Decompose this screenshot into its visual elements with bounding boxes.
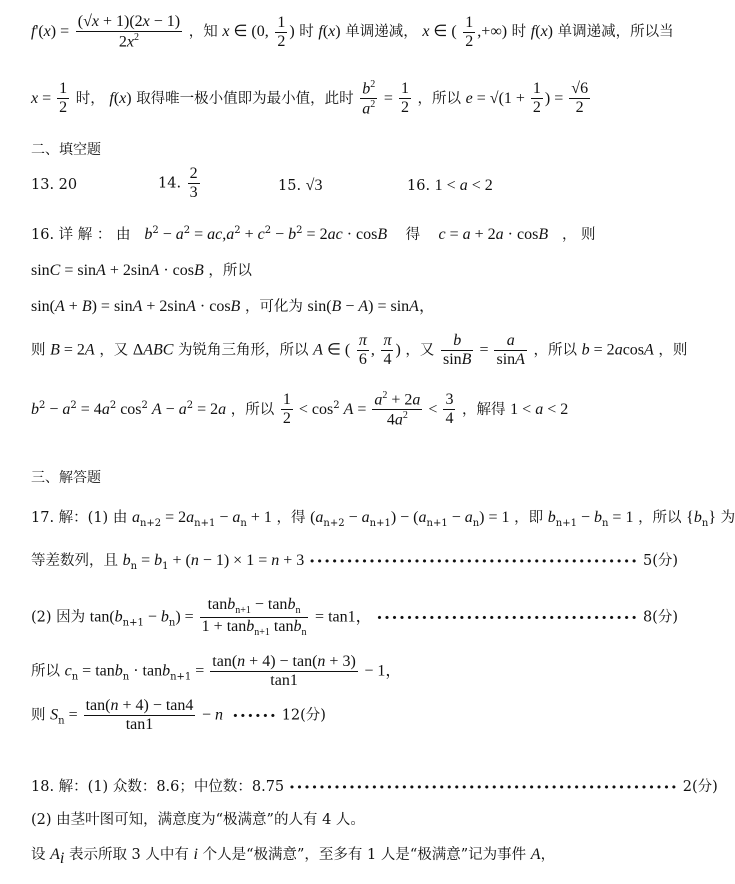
q18-line1: 18. 解：(1) 众数：8.6；中位数：8.75 •••••••••••••••••••••••••••••••••••••••••••••••••••• 2(分): [31, 779, 718, 795]
q17-line5: 则 $S_n$ = $\frac{\tan(n + 4) - \tan 4}{\tan 1}$ − n •••••• 12(分): [31, 697, 326, 733]
q18-line3: 设 $A_i$ 表示所取 3 人中有 i 个人是“极满意”，至多有 1 人是“极满意”记为事件 A，: [31, 846, 556, 867]
q16-line4: 则 B = 2A ，又 ΔABC 为锐角三角形，所以 A ∈ ( $\frac{\pi}{6}$ , $\frac{\pi}{4}$ ) ，又 $\frac{b}{\sin B}$ = $\frac{a}{\sin A}$ ，所以 b = 2acosA ，则: [31, 332, 688, 368]
answer-13: 13. 20: [31, 177, 78, 193]
text-shi3: 时，: [75, 90, 105, 107]
q18-score-1: 2(分): [682, 779, 718, 795]
q16-line1: 16. 详 解 ： 由 $b^2 - a^2 = ac,a^2 + c^2 - b^2 = 2ac \cdot \cos B$ 得 c = a + 2a · cosB ， 则: [31, 225, 596, 243]
text-suoyidang: 单调递减，所以当: [557, 24, 674, 41]
q16-line5: $b^2 - a^2 = 4a^2$ $\cos^2 A - a^2 = 2a$ ，所以 $\frac{1}{2}$ < $\cos^2 A$ = $\frac{a^2 + 2a}{4a^2}$ < $\frac{3}{4}$ ，解得 1 < a < 2: [31, 390, 569, 429]
q17-score-2: 8(分): [642, 609, 678, 626]
text-zhi: ，知: [188, 24, 218, 41]
q17-score-3: 12(分): [281, 707, 326, 724]
section-solutions: 三、解答题: [31, 470, 101, 486]
line-minimum: x = $\frac{1}{2}$ 时， f(x) 取得唯一极小值即为最小值，此时 $\frac{b^2}{a^2}$ = $\frac{1}{2}$ ，所以 e = √(1 + $\frac{1}{2}$ ) = $\frac{√6}{2}$: [31, 79, 589, 118]
derivative-fraction: $\frac{(√x + 1)(2x - 1)}{2x^2}$: [77, 13, 181, 51]
text-shi2: 时: [511, 24, 527, 41]
answer-15: 15. √3: [278, 177, 323, 194]
q17-line2: 等差数列，且 $b_n = b_1 + (n - 1) \times 1 = n + 3$ •••••••••••••••••••••••••••••••••••••••••••• 5(分): [31, 552, 679, 572]
q17-score-1: 5(分): [642, 553, 679, 569]
q17-line3: (2) 因为 $\tan(b_{n+1} - b_n)$ = $\frac{\tan b_{n+1} - \tan b_n}{1 + \tan b_{n+1} \tan b_n}$ = tan1， ••••••••••••••••••••••••••••••••••• 8(分): [31, 596, 678, 639]
q17-line1: 17. 解：(1) 由 $a_{n+2} = 2a_{n+1} - a_n + 1$ ，得 $(a_{n+2} - a_{n+1}) - (a_{n+1} - a_n) = 1$ ，即 $b_{n+1} - b_n = 1$ ，所以 $\{b_n\}$ 为: [31, 509, 735, 529]
section-fill-in: 二、填空题: [31, 142, 101, 158]
q17-line4: 所以 $c_n = \tan b_n \cdot \tan b_{n+1}$ = $\frac{\tan(n + 4) - \tan(n + 3)}{\tan 1}$ − 1，: [31, 653, 402, 689]
text-suoyi: ，所以: [417, 90, 462, 107]
line-derivative: f'(x) = $\frac{(√x + 1)(2x - 1)}{2x^2}$ ，知 x ∈ (0, $\frac{1}{2}$ ) 时 f(x) 单调递减， x ∈ ( $\frac{1}{2}$ ,+∞) 时 f(x) 单调递减，所以当: [31, 13, 674, 51]
answer-14: 14. $\frac{2}{3}$: [158, 165, 198, 201]
answer-16: 16. 1 < a < 2: [407, 177, 493, 194]
text-jixiao: 取得唯一极小值即为最小值，此时: [136, 90, 354, 107]
q18-line2: (2) 由茎叶图可知，满意度为“极满意”的人有 4 人。: [31, 812, 365, 828]
q16-line2: sinC = sinA + 2sinA · cosB ，所以: [31, 262, 252, 279]
text-dandiao: 单调递减，: [345, 24, 418, 41]
text-shi: 时: [299, 24, 314, 41]
q16-line3: sin(A + B) = sinA + 2sinA · cosB ，可化为 sin(B − A) = sinA，: [31, 298, 435, 315]
